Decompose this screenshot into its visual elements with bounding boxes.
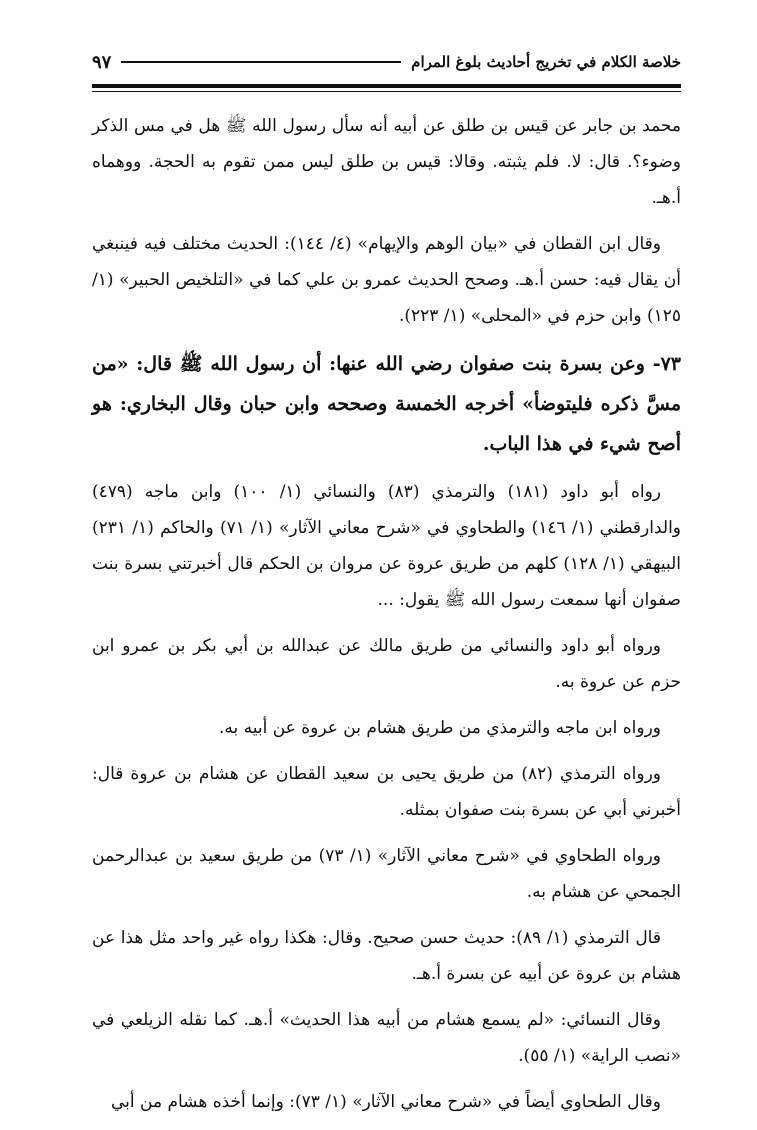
- running-header: [92, 42, 681, 82]
- paragraph-3: رواه أبو داود (١٨١) والترمذي (٨٣) والنسائي (١/ ١٠٠) وابن ماجه (٤٧٩) والدارقطني (١/ ١٤٦) والطحاوي في «شرح معاني الآثار» (١/ ٧١) والحاكم (١/ ٢٣١) البيهقي (١/ ١٢٨) كلهم من طريق عروة عن مروان بن الحكم قال أخبرتني بسرة بنت صفوان أنها سمعت رسول الله ﷺ يقول: ...: [92, 482, 682, 610]
- paragraph-6: ورواه الترمذي (٨٢) من طريق يحيى بن سعيد القطان عن هشام بن عروة قال: أخبرني أبي عن بسرة بنت صفوان بمثله.: [92, 764, 681, 820]
- paragraph-7: ورواه الطحاوي في «شرح معاني الآثار» (١/ ٧٣) من طريق سعيد بن عبدالرحمن الجمحي عن هشام به.: [92, 846, 681, 902]
- header-rule-thin: [92, 91, 681, 92]
- paragraph-4: ورواه أبو داود والنسائي من طريق مالك عن عبدالله بن أبي بكر بن عمرو ابن حزم عن عروة به.: [92, 636, 681, 692]
- paragraph-10: وقال الطحاوي أيضاً في «شرح معاني الآثار» (١/ ٧٣): وإنما أخذه هشام من أبي: [110, 1092, 661, 1112]
- paragraph-9: وقال النسائي: «لم يسمع هشام من أبيه هذا الحديث» أ.هـ. كما نقله الزيلعي في «نصب الراية» (١/ ٥٥).: [92, 1010, 681, 1066]
- page-number: ٩٧: [92, 51, 112, 73]
- paragraph-8: قال الترمذي (١/ ٨٩): حديث حسن صحيح. وقال: هكذا رواه غير واحد مثل هذا عن هشام بن عروة عن أبيه عن بسرة أ.هـ.: [92, 928, 681, 984]
- paragraph-2: وقال ابن القطان في «بيان الوهم والإيهام» (٤/ ١٤٤): الحديث مختلف فيه فينبغي أن يقال فيه: حسن أ.هـ. وصحح الحديث عمرو بن علي كما في «التلخيص الحبير» (١/ ١٢٥) وابن حزم في «المحلى» (١/ ٢٢٣).: [92, 234, 681, 326]
- book-title: خلاصة الكلام في تخريج أحاديث بلوغ المرام: [411, 53, 681, 71]
- hadith-73: ٧٣- وعن بسرة بنت صفوان رضي الله عنها: أن رسول الله ﷺ قال: «من مسَّ ذكره فليتوضأ» أخرجه الخمسة وصححه وابن حبان وقال البخاري: هو أصح شيء في هذا الباب.: [92, 353, 681, 455]
- header-rule-thick: [92, 84, 681, 88]
- paragraph-1: محمد بن جابر عن قيس بن طلق عن أبيه أنه سأل رسول الله ﷺ هل في مس الذكر وضوء؟. قال: لا. فلم يثبته. وقالا: قيس بن طلق ليس ممن تقوم به الحجة. ووهماه أ.هـ.: [92, 116, 681, 208]
- header-divider: [121, 61, 401, 63]
- page-body: [92, 108, 681, 1130]
- paragraph-5: ورواه ابن ماجه والترمذي من طريق هشام بن عروة عن أبيه به.: [218, 718, 661, 738]
